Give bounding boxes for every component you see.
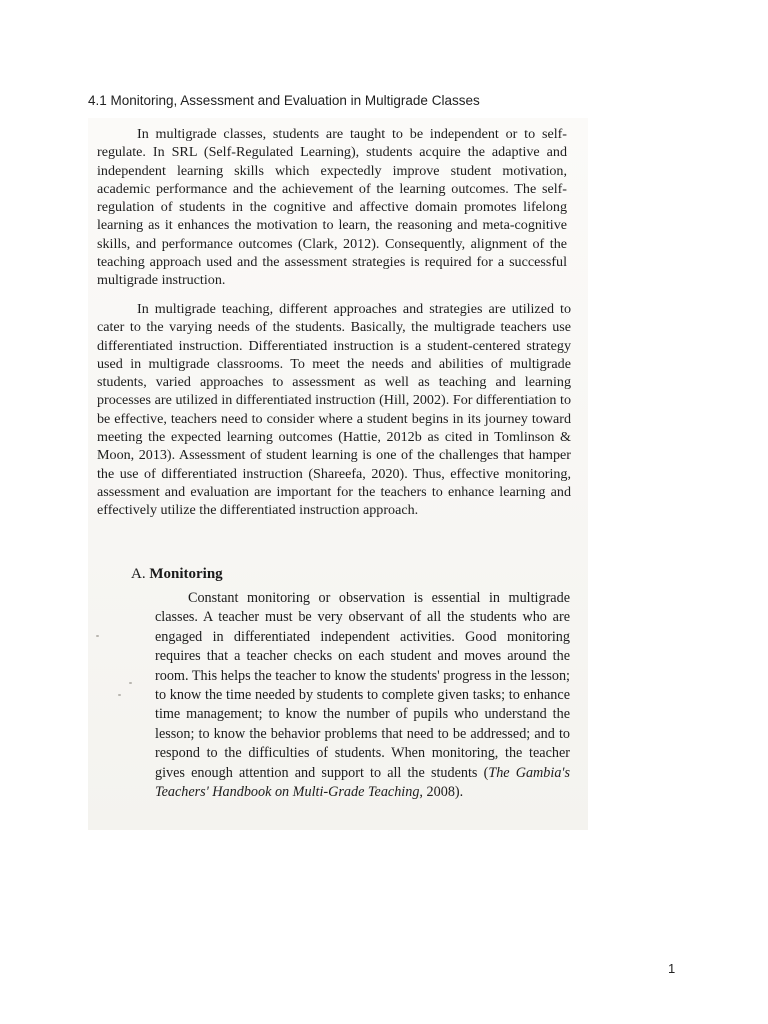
paragraph-self-regulation: In multigrade classes, students are taught to be independent or to self-regulate. In SRL (Self-Regulated Learning), students acquire the adaptive and independent learning skills which expectedly improve student motivation, academic performance and the achievement of the learning outcomes. The self-regulation of students in the cognitive and affective domain promotes lifelong learning as it enhances the motivation to learn, the reasoning and meta-cognitive skills, and performance outcomes (Clark, 2012). Consequently, alignment of the teaching approach used and the assessment strategies is required for a successful multigrade instruction. xyxy=(97,126,567,289)
page-heading: 4.1 Monitoring, Assessment and Evaluation in Multigrade Classes xyxy=(88,93,480,108)
monitoring-body-text: Constant monitoring or observation is essential in multigrade classes. A teacher must be very observant of all the students who are engaged in differentiated independent activities. Good monitoring requires that a teacher checks on each student and moves around the room. This helps the teacher to know the students' progress in the lesson; to know the time needed by students to complete given tasks; to enhance time management; to know the number of pupils who understand the lesson; to know the behavior problems that need to be addressed; and to respond to the difficulties of students. When monitoring, the teacher gives enough attention and support to all the students ( xyxy=(155,590,570,781)
section-title: Monitoring xyxy=(149,566,223,582)
page-number: 1 xyxy=(668,961,676,976)
paragraph-differentiated-instruction: In multigrade teaching, different approaches and strategies are utilized to cater to the varying needs of the students. Basically, the multigrade teachers use differentiated instruction. Differentiated instruction is a student-centered strategy used in multigrade classrooms. To meet the needs and abilities of multigrade students, varied approaches to assessment as well as teaching and learning processes are utilized in differentiated instruction (Hill, 2002). For differentiation to be effective, teachers need to consider where a student begins in its journey toward meeting the expected learning outcomes (Hattie, 2012b as cited in Tomlinson & Moon, 2013). Assessment of student learning is one of the challenges that hamper the use of differentiated instruction (Shareefa, 2020). Thus, effective monitoring, assessment and evaluation are important for the teachers to enhance learning and effectively utilize the differentiated instruction approach. xyxy=(97,301,571,519)
citation-title: The Gambia's Teachers' Handbook on Multi-Grade Teaching, xyxy=(155,764,570,801)
scan-speck xyxy=(96,635,99,637)
scan-speck xyxy=(129,682,132,684)
paragraph-monitoring xyxy=(155,589,570,802)
citation-year: 2008). xyxy=(426,784,464,801)
scan-speck xyxy=(118,694,121,696)
section-heading-monitoring xyxy=(131,566,223,583)
section-letter: A. xyxy=(131,566,146,582)
